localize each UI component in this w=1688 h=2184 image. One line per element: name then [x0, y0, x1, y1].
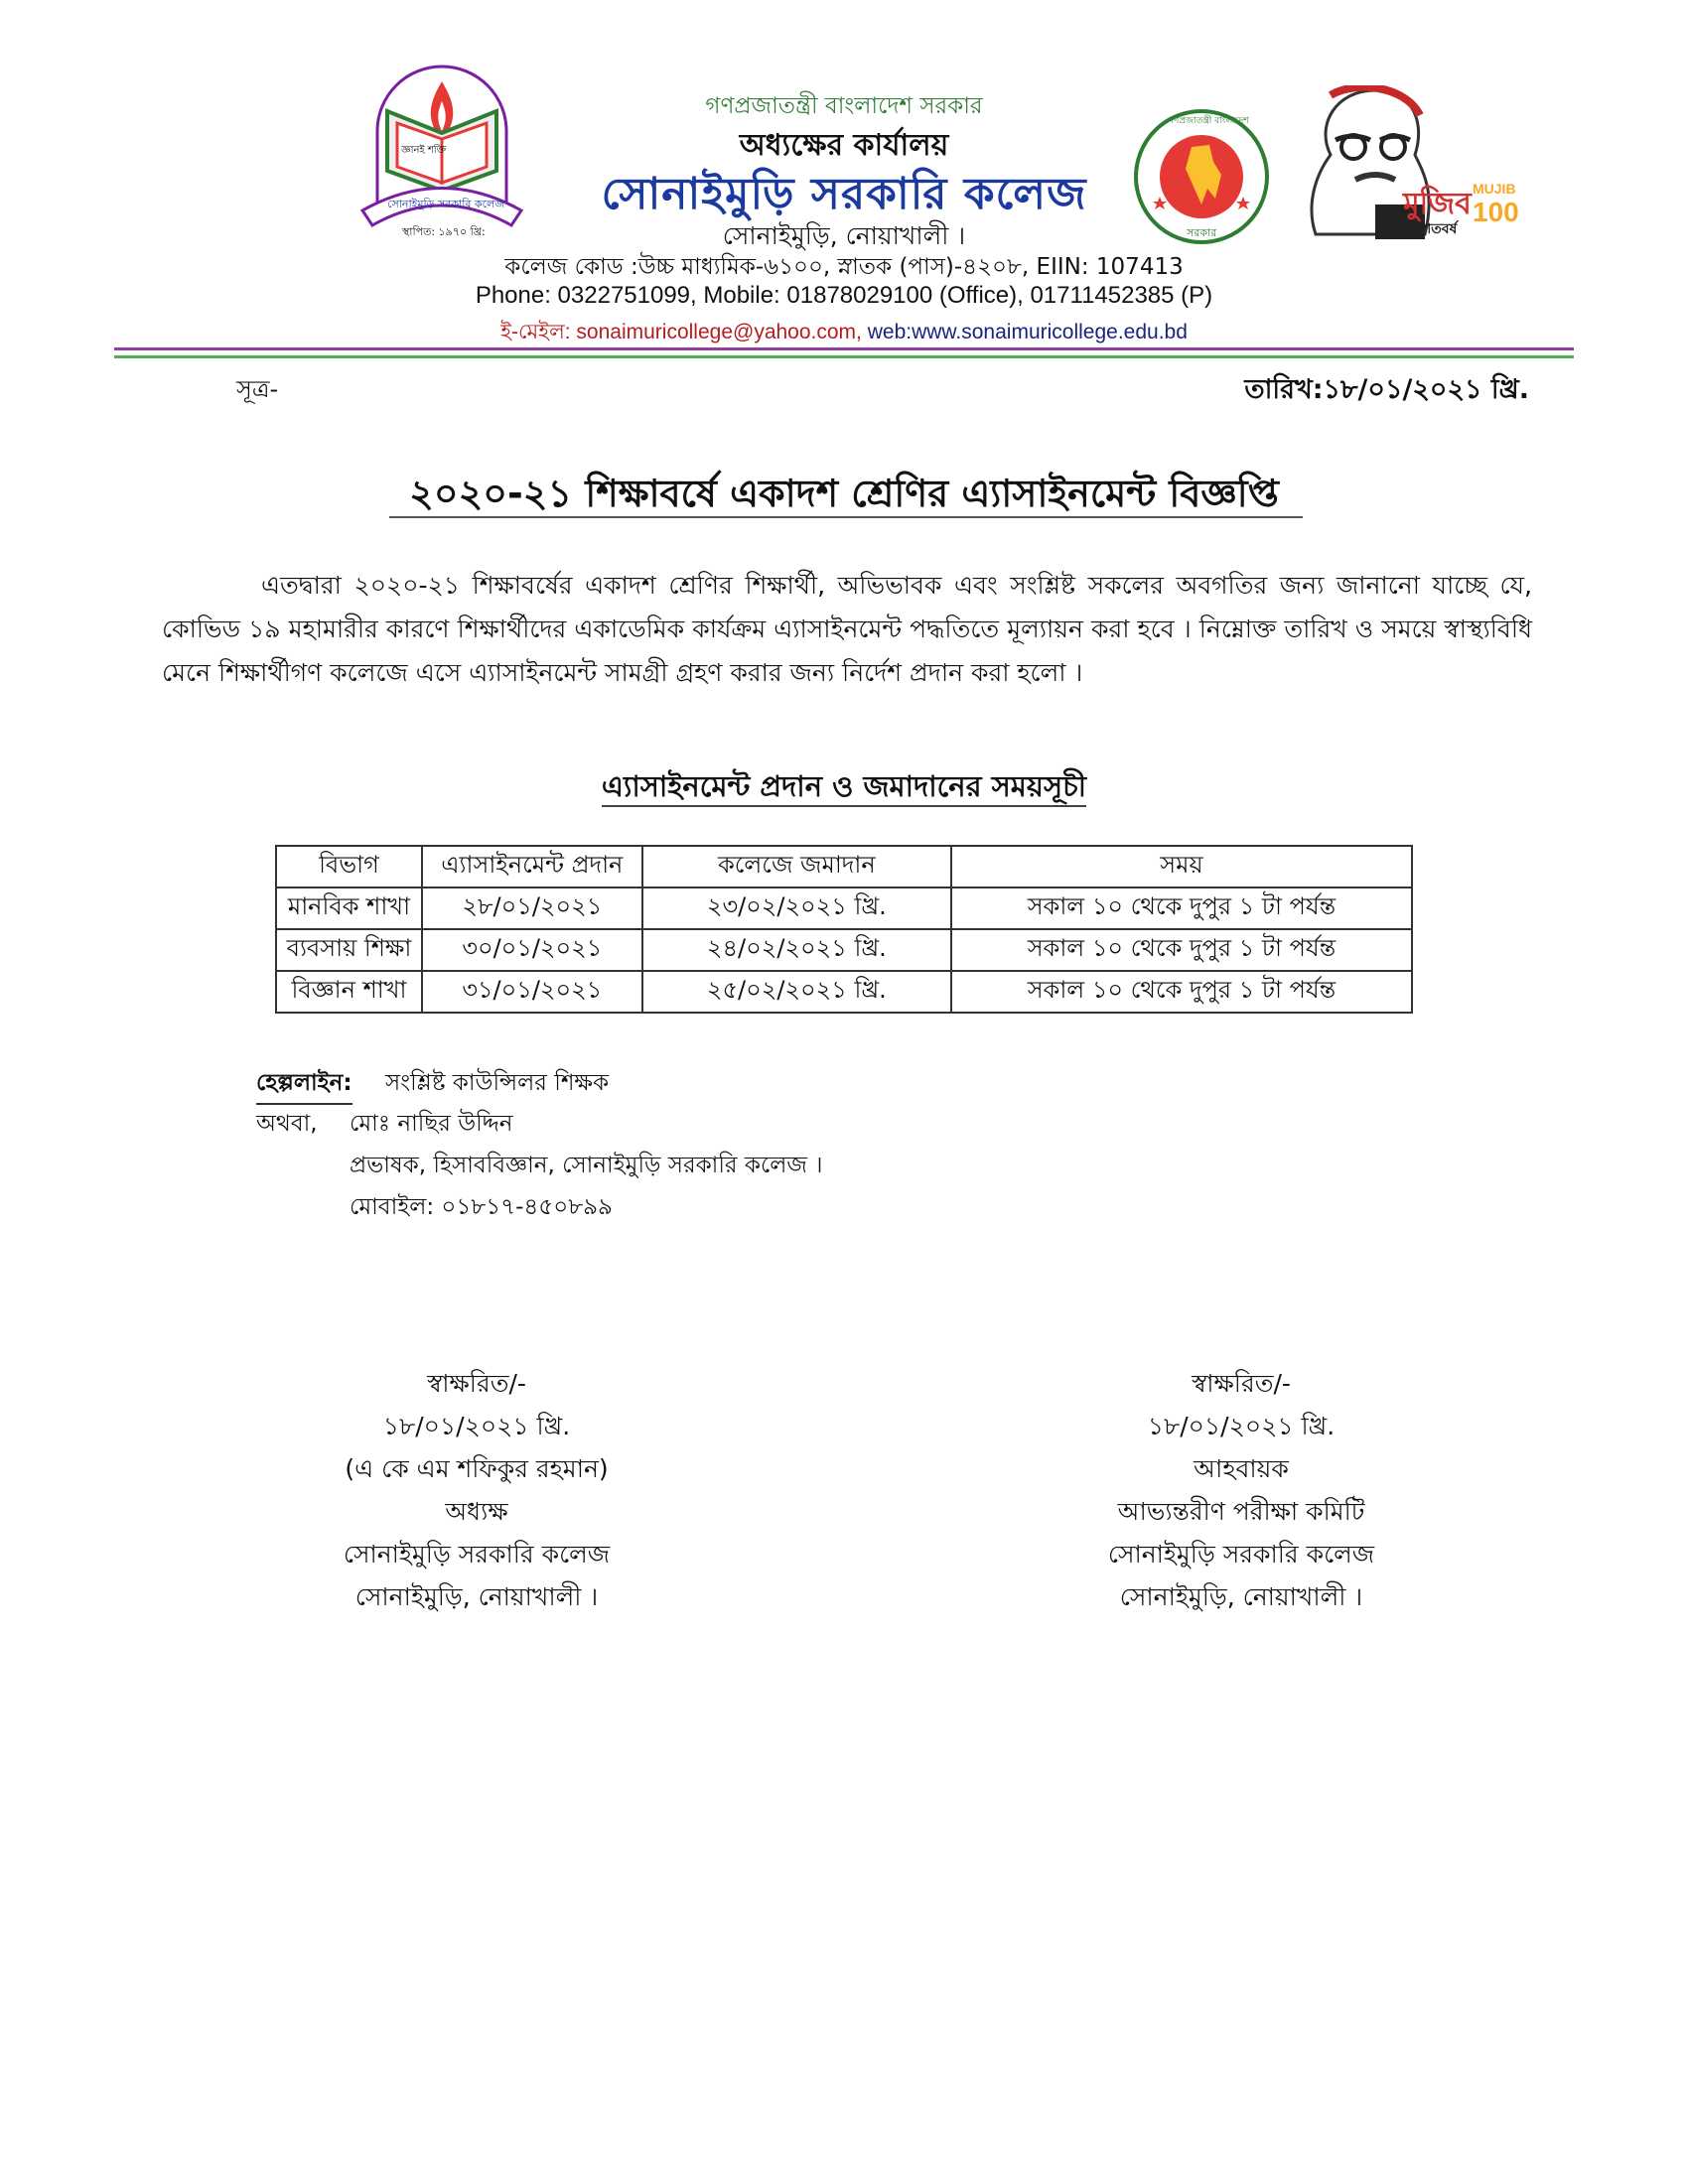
- cell-department: ব্যবসায় শিক্ষা: [276, 929, 422, 971]
- column-header-department: বিভাগ: [276, 846, 422, 887]
- helpline-label: হেল্পলাইন:: [256, 1064, 352, 1105]
- government-name: গণপ্রজাতন্ত্রী বাংলাদেশ সরকার: [705, 93, 983, 119]
- office-name: অধ্যক্ষের কার্যালয়: [739, 128, 949, 163]
- column-header-assignment-given: এ্যাসাইনমেন্ট প্রদান: [422, 846, 642, 887]
- cell-submission-date: ২৪/০২/২০২১ খ্রি.: [642, 929, 951, 971]
- email-link[interactable]: sonaimuricollege@yahoo.com,: [570, 321, 862, 343]
- signed-label: স্বাক্ষরিত/-: [1192, 1369, 1291, 1398]
- signatory-place: সোনাইমুড়ি, নোয়াখালী ।: [354, 1582, 599, 1611]
- cell-submission-date: ২৩/০২/২০২১ খ্রি.: [642, 887, 951, 929]
- column-header-time: সময়: [951, 846, 1412, 887]
- title-underline: [389, 516, 1303, 518]
- college-name: সোনাইমুড়ি সরকারি কলেজ: [601, 169, 1087, 219]
- seal-ring-text: গণপ্রজাতন্ত্রী বাংলাদেশ: [1168, 116, 1249, 126]
- logo-established: স্থাপিত: ১৯৭০ খ্রি:: [402, 225, 486, 238]
- cell-department: বিজ্ঞান শাখা: [276, 971, 422, 1013]
- table-row: [276, 929, 1412, 971]
- table-row: [276, 971, 1412, 1013]
- cell-time: সকাল ১০ থেকে দুপুর ১ টা পর্যন্ত: [951, 929, 1412, 971]
- logo-college-name: সোনাইমুড়ি সরকারি কলেজ: [387, 198, 505, 210]
- signatory-place: সোনাইমুড়ি, নোয়াখালী ।: [1119, 1582, 1363, 1611]
- mujib-bangla: মুজিব: [1403, 187, 1472, 221]
- mujib-latin: MUJIB: [1473, 181, 1516, 197]
- cell-assignment-date: ৩১/০১/২০২১: [422, 971, 642, 1013]
- signature-block-convener: [1033, 1362, 1450, 1618]
- cell-assignment-date: ২৮/০১/২০২১: [422, 887, 642, 929]
- signed-label: স্বাক্ষরিত/-: [427, 1369, 526, 1398]
- schedule-heading: [417, 764, 1271, 813]
- notice-body: এতদ্বারা ২০২০-২১ শিক্ষাবর্ষের একাদশ শ্রেণির শিক্ষার্থী, অভিভাবক এবং সংশ্লিষ্ট সকলের অবগতির জন্য জানানো যাচ্ছে যে, কোভিড ১৯ মহামারীর কারণে শিক্ষার্থীদের একাডেমিক কার্যক্রম এ্যাসাইনমেন্ট পদ্ধতিতে মূল্যায়ন করা হবে । নিম্নোক্ত তারিখ ও সময়ে স্বাস্থ্যবিধি মেনে শিক্ষার্থীগণ কলেজে এসে এ্যাসাইনমেন্ট সামগ্রী গ্রহণ করার জন্য নির্দেশ প্রদান করা হলো ।: [162, 571, 1532, 687]
- header-divider-green: [114, 355, 1574, 358]
- table-header-row: [276, 846, 1412, 887]
- signatory-org: সোনাইমুড়ি সরকারি কলেজ: [1107, 1540, 1375, 1569]
- website-link[interactable]: web:www.sonaimuricollege.edu.bd: [861, 321, 1188, 343]
- cell-department: মানবিক শাখা: [276, 887, 422, 929]
- signatory-committee: আভ্যন্তরীণ পরীক্ষা কমিটি: [1117, 1497, 1365, 1526]
- contact-person-mobile: মোবাইল: ০১৮১৭-৪৫০৮৯৯: [350, 1194, 613, 1220]
- signatory-name: (এ কে এম শফিকুর রহমান): [345, 1454, 609, 1483]
- schedule-heading-text: এ্যাসাইনমেন্ট প্রদান ও জমাদানের সময়সূচী: [602, 769, 1086, 807]
- signature-block-principal: [268, 1362, 685, 1618]
- header-divider-purple: [114, 347, 1574, 350]
- contact-email-web: [397, 316, 1291, 350]
- contact-phone: Phone: 0322751099, Mobile: 01878029100 (Office), 01711452385 (P): [475, 282, 1213, 309]
- notice-date: তারিখ:১৮/০১/২০২১ খ্রি.: [1244, 374, 1529, 405]
- college-address: সোনাইমুড়ি, নোয়াখালী ।: [722, 221, 966, 250]
- contact-person-designation: প্রভাষক, হিসাববিজ্ঞান, সোনাইমুড়ি সরকারি কলেজ ।: [350, 1153, 823, 1178]
- table-row: [276, 887, 1412, 929]
- cell-assignment-date: ৩০/০১/২০২১: [422, 929, 642, 971]
- contact-person-name: মোঃ নাছির উদ্দিন: [350, 1111, 513, 1137]
- logo-motto: জ্ঞানই শক্তি: [401, 145, 447, 156]
- mujib-number: 100: [1473, 197, 1519, 227]
- seal-bottom-text: সরকার: [1187, 226, 1217, 239]
- mujib-bangla-sub: শতবর্ষ: [1423, 221, 1458, 237]
- signature-date: ১৮/০১/২০২১ খ্রি.: [1147, 1412, 1336, 1440]
- cell-time: সকাল ১০ থেকে দুপুর ১ টা পর্যন্ত: [951, 887, 1412, 929]
- signature-date: ১৮/০১/২০২১ খ্রি.: [382, 1412, 571, 1440]
- cell-time: সকাল ১০ থেকে দুপুর ১ টা পর্যন্ত: [951, 971, 1412, 1013]
- reference-label: সূত্র-: [236, 375, 279, 403]
- mujib-100-logo: [1276, 85, 1519, 244]
- signatory-title: অধ্যক্ষ: [445, 1497, 508, 1526]
- college-code: কলেজ কোড :উচ্চ মাধ্যমিক-৬১০০, স্নাতক (পাস)-৪২০৮, EIIN: 107413: [504, 254, 1184, 280]
- email-label: ই-মেইল:: [500, 321, 571, 343]
- signatory-org: সোনাইমুড়ি সরকারি কলেজ: [343, 1540, 611, 1569]
- or-label: অথবা,: [256, 1111, 318, 1137]
- signatory-title: আহবায়ক: [1194, 1454, 1289, 1483]
- helpline-value: সংশ্লিষ্ট কাউন্সিলর শিক্ষক: [385, 1070, 610, 1096]
- column-header-submission: কলেজে জমাদান: [642, 846, 951, 887]
- cell-submission-date: ২৫/০২/২০২১ খ্রি.: [642, 971, 951, 1013]
- notice-title: ২০২০-২১ শিক্ষাবর্ষে একাদশ শ্রেণির এ্যাসাইনমেন্ট বিজ্ঞপ্তি: [409, 472, 1279, 515]
- schedule-table: [275, 845, 1413, 1014]
